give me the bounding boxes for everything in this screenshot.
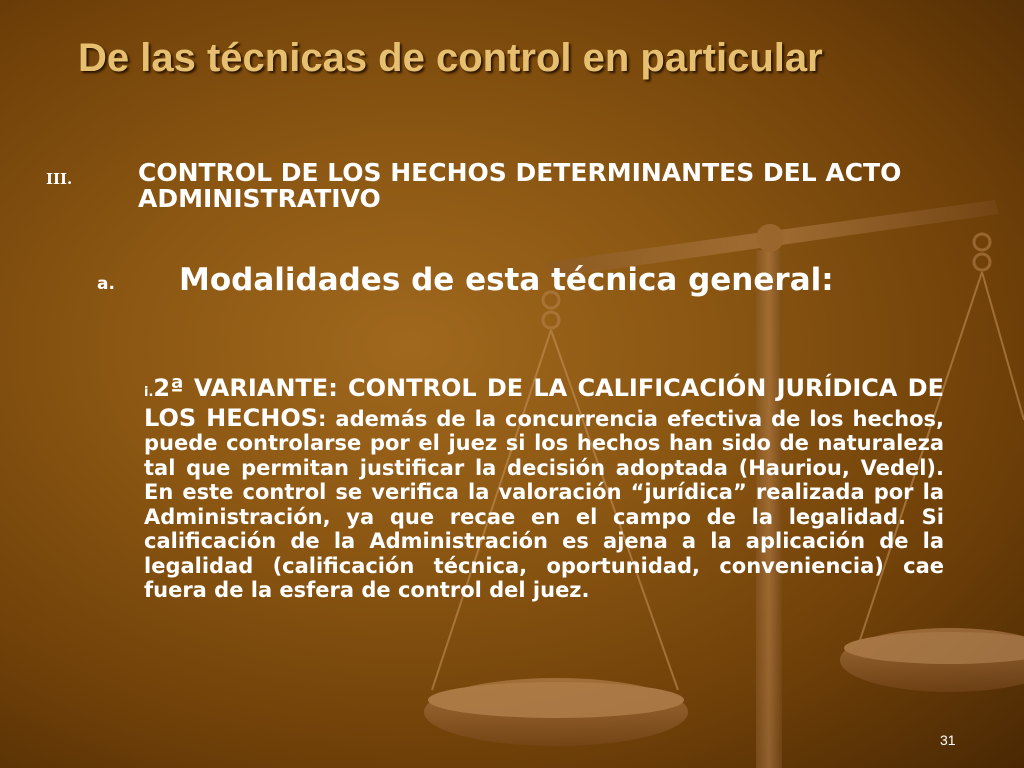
item-paragraph bbox=[144, 376, 944, 603]
subsection-marker: a. bbox=[97, 274, 115, 294]
item-heading: 2ª VARIANTE: CONTROL DE LA CALIFICACIÓN JURÍDICA DE LOS HECHOS bbox=[144, 374, 944, 432]
section-marker: III. bbox=[46, 170, 73, 188]
page-number: 31 bbox=[940, 732, 956, 748]
section-text: CONTROL DE LOS HECHOS DETERMINANTES DEL ACTO ADMINISTRATIVO bbox=[138, 158, 902, 213]
subsection-text: Modalidades de esta técnica general: bbox=[179, 262, 834, 298]
item-marker: i. bbox=[144, 385, 154, 400]
slide-title: De las técnicas de control en particular bbox=[78, 36, 823, 80]
item-body: : además de la concurrencia efectiva de los hechos, puede controlarse por el juez si los hechos han sido de naturaleza tal que permitan justificar la decisión adoptada (Hauriou, Vedel). En este control se verifica la valoración “jurídica” realizada por la Administración, ya que recae en el campo de la legalidad. Si calificación de la Administración es ajena a la aplicación de la legalidad (calificación técnica, oportunidad, conveniencia) cae fuera de la esfera de control del juez. bbox=[144, 406, 944, 602]
